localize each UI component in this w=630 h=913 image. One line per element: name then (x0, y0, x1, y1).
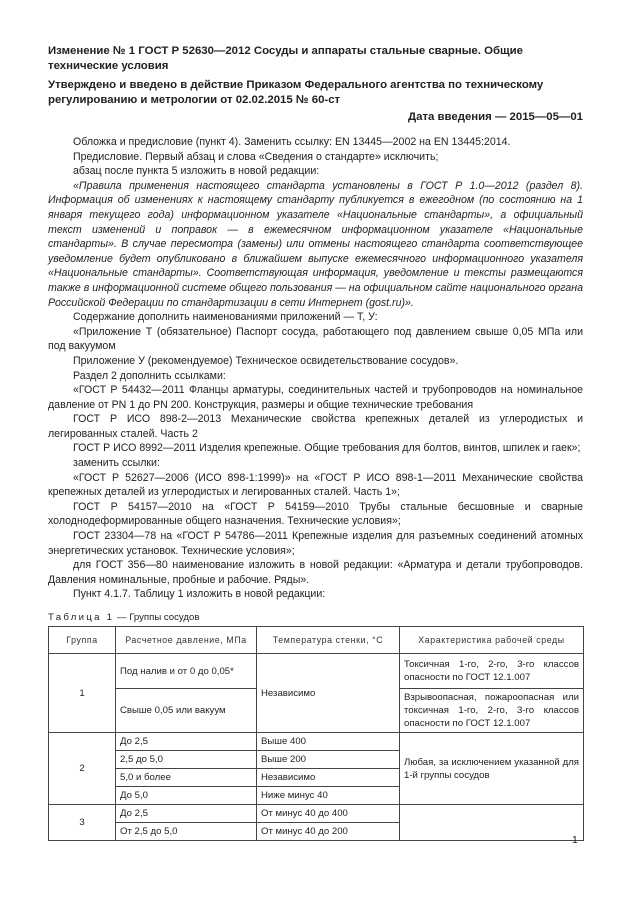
paragraph: ГОСТ Р ИСО 8992—2011 Изделия крепежные. Общие требования для болтов, винтов, шпилек и гаек»; (73, 442, 581, 455)
document-body (48, 135, 583, 602)
paragraph: ГОСТ Р 54157—2010 на «ГОСТ Р 54159—2010 Трубы стальные бесшовные и сварные холоднодеформированные общего назначения. Технические условия»; (48, 500, 583, 528)
paragraph: Предисловие. Первый абзац и слова «Сведения о стандарте» исключить; (73, 150, 439, 163)
paragraph: для ГОСТ 356—80 наименование изложить в новой редакции: «Арматура и детали трубопроводов. Давления номинальные, пробные и рабочие. Ряды». (48, 559, 583, 586)
paragraph: Обложка и предисловие (пункт 4). Заменить ссылку: EN 13445—2002 на EN 13445:2014. (73, 136, 511, 148)
table-caption (48, 612, 583, 623)
pressure-cell: От 2,5 до 5,0 (116, 823, 257, 841)
approval-statement: Утверждено и введено в действие Приказом Федерального агентства по техническому регулированию и метрологии от 02.02.2015 № 60-ст (48, 79, 544, 106)
pressure-cell: До 2,5 (116, 733, 257, 751)
paragraph: «Приложение Т (обязательное) Паспорт сосуда, работающего под давлением свыше 0,05 МПа или под вакуумом (48, 325, 583, 353)
paragraph: Приложение У (рекомендуемое) Техническое освидетельствование сосудов». (73, 354, 459, 367)
table-caption-label: Таблица 1 (48, 612, 115, 623)
column-header: Расчетное давление, МПа (116, 627, 257, 654)
pressure-cell: 5,0 и более (116, 769, 257, 787)
temperature-cell: Независимо (257, 654, 400, 733)
pressure-cell: Под налив и от 0 до 0,05* (116, 654, 257, 689)
page-number: 1 (572, 834, 578, 846)
pressure-cell: 2,5 до 5,0 (116, 751, 257, 769)
group-cell: 2 (49, 733, 116, 805)
column-header: Характеристика рабочей среды (400, 627, 584, 654)
temperature-cell: Ниже минус 40 (257, 787, 400, 805)
table-row (49, 733, 584, 751)
temperature-cell: От минус 40 до 400 (257, 805, 400, 823)
temperature-cell: От минус 40 до 200 (257, 823, 400, 841)
table-header-row (49, 627, 584, 654)
pressure-cell: До 5,0 (116, 787, 257, 805)
paragraph: Содержание дополнить наименованиями приложений — Т, У: (73, 311, 378, 324)
effective-date: Дата введения — 2015—05—01 (408, 111, 583, 123)
temperature-cell: Независимо (257, 769, 400, 787)
paragraph: Пункт 4.1.7. Таблицу 1 изложить в новой редакции: (73, 588, 326, 601)
temperature-cell: Выше 400 (257, 733, 400, 751)
group-cell: 1 (49, 654, 116, 733)
paragraph: «ГОСТ Р 54432—2011 Фланцы арматуры, соединительных частей и трубопроводов на номинальное давление от PN 1 до PN 200. Конструкция, размеры и общие технические требования (48, 384, 583, 411)
paragraph: ГОСТ 23304—78 на «ГОСТ Р 54786—2011 Крепежные изделия для разъемных соединений атомных энергетических установок. Технические условия»; (48, 530, 583, 557)
table-row (49, 805, 584, 823)
medium-cell: Взрывоопасная, пожароопасная или токсичная 1-го, 2-го, 3-го классов опасности по ГОСТ 12.1.007 (400, 689, 584, 733)
medium-cell: Токсичная 1-го, 2-го, 3-го классов опасности по ГОСТ 12.1.007 (400, 654, 584, 689)
paragraph: ГОСТ Р ИСО 898-2—2013 Механические свойства крепежных деталей из углеродистых и легированных сталей. Часть 2 (48, 413, 583, 440)
paragraph: «ГОСТ Р 52627—2006 (ИСО 898-1:1999)» на «ГОСТ Р ИСО 898-1—2011 Механические свойства крепежных деталей из углеродистых и легированных сталей. Часть 1»; (48, 471, 583, 499)
medium-cell: Любая, за исключением указанной для 1-й группы сосудов (400, 733, 584, 805)
group-cell: 3 (49, 805, 116, 841)
pressure-cell: Свыше 0,05 или вакуум (116, 689, 257, 733)
paragraph: заменить ссылки: (73, 457, 160, 470)
document-page (48, 44, 583, 841)
table-caption-text: — Группы сосудов (114, 612, 200, 623)
pressure-cell: До 2,5 (116, 805, 257, 823)
medium-cell-empty (400, 805, 584, 841)
column-header: Группа (49, 627, 116, 654)
paragraph: абзац после пункта 5 изложить в новой редакции: (73, 165, 320, 178)
amendment-title: Изменение № 1 ГОСТ Р 52630—2012 Сосуды и аппараты стальные сварные. Общие технические условия (48, 45, 523, 72)
table-row (49, 654, 584, 689)
vessel-groups-table (48, 626, 584, 841)
quoted-paragraph: «Правила применения настоящего стандарта установлены в ГОСТ Р 1.0—2012 (раздел 8). Информация об изменениях к настоящему стандарту публикуется в ежегодном (по состоянию на 1 января текущего года) информационном указателе «Национальные стандарты», а официальный текст изменений и поправок — в ежемесячном информационном указателе «Национальные стандарты». В случае пересмотра (замены) или отмены настоящего стандарта соответствующее уведомление будет опубликовано в ближайшем выпуске ежемесячного информационного указателя «Национальные стандарты». Соответствующая информация, уведомление и тексты размещаются также в информационной системе общего пользования — на официальном сайте национального органа Российской Федерации по стандартизации в сети Интернет (gost.ru)». (48, 179, 583, 309)
temperature-cell: Выше 200 (257, 751, 400, 769)
paragraph: Раздел 2 дополнить ссылками: (73, 369, 226, 382)
column-header: Температура стенки, °С (257, 627, 400, 654)
